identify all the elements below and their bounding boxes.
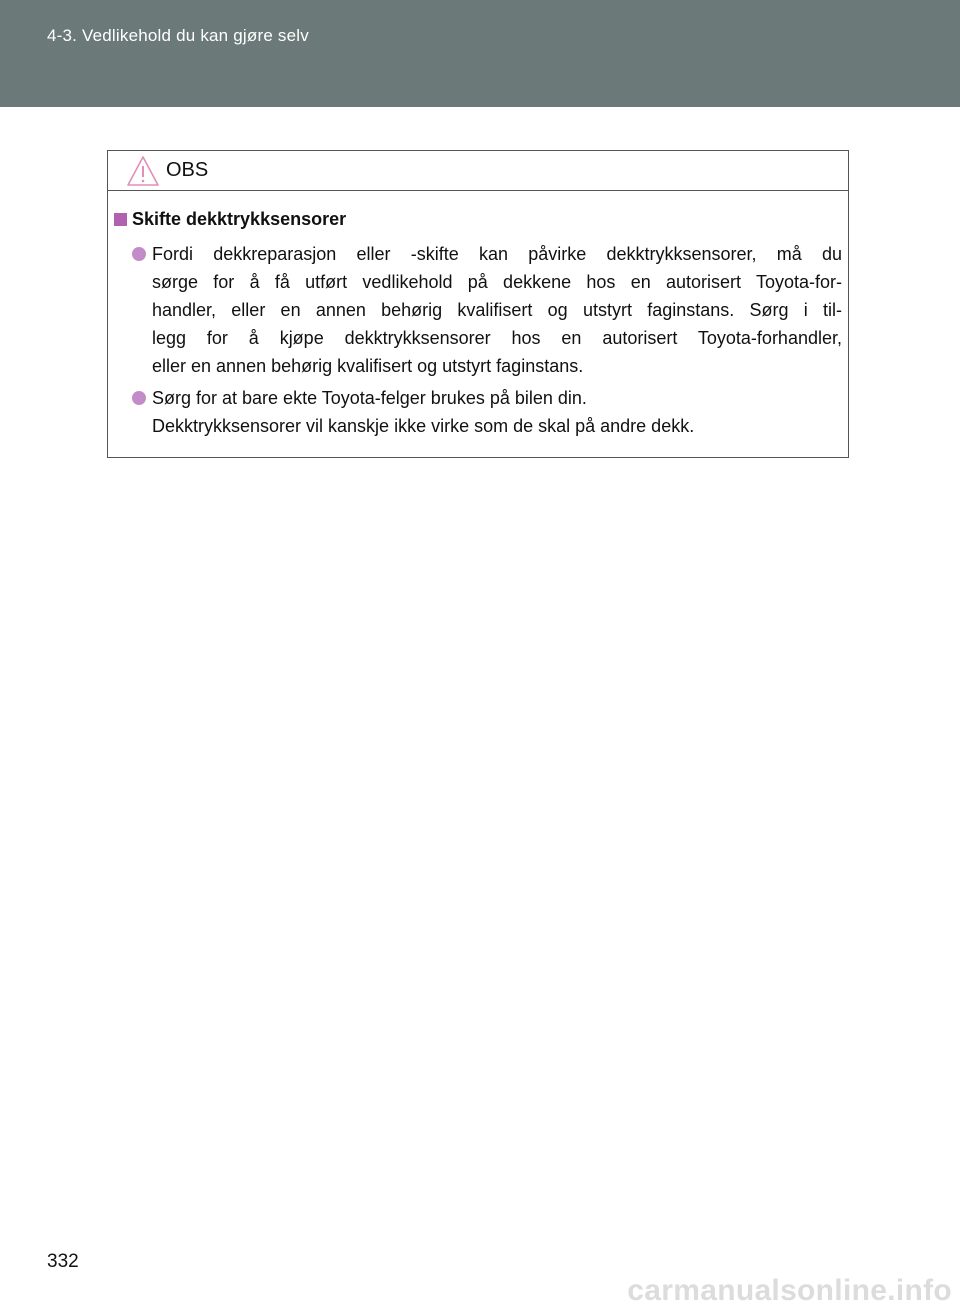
text-line: Fordi dekkreparasjon eller -skifte kan påvirke dekktrykksensorer, må du: [152, 244, 842, 264]
section-heading: [114, 209, 346, 230]
site-watermark: carmanualsonline.info: [627, 1274, 952, 1307]
round-bullet-icon: [132, 247, 146, 261]
page-number: 332: [47, 1251, 79, 1272]
chapter-header: [0, 0, 960, 107]
text-line: Dekktrykksensorer vil kanskje ikke virke som de skal på andre dekk.: [152, 416, 695, 436]
obs-notice-box: [107, 150, 849, 458]
list-item-text: [152, 384, 842, 440]
square-bullet-icon: [114, 213, 127, 226]
list-item-text: [152, 240, 842, 380]
notice-header: [108, 151, 848, 191]
section-heading-text: Skifte dekktrykksensorer: [132, 209, 347, 229]
chapter-title: 4-3. Vedlikehold du kan gjøre selv: [47, 26, 309, 45]
list-item: [132, 384, 842, 440]
text-line: Sørg for at bare ekte Toyota-felger brukes på bilen din.: [152, 388, 587, 408]
warning-triangle-icon: [126, 155, 160, 187]
list-item: [132, 240, 842, 380]
text-line: sørge for å få utført vedlikehold på dekkene hos en autorisert Toyota-for-: [152, 272, 842, 292]
text-line: eller en annen behørig kvalifisert og utstyrt faginstans.: [152, 356, 584, 376]
text-line: handler, eller en annen behørig kvalifisert og utstyrt faginstans. Sørg i til-: [152, 300, 842, 320]
notice-title: OBS: [166, 159, 209, 181]
text-line: legg for å kjøpe dekktrykksensorer hos en autorisert Toyota-forhandler,: [152, 328, 842, 348]
round-bullet-icon: [132, 391, 146, 405]
